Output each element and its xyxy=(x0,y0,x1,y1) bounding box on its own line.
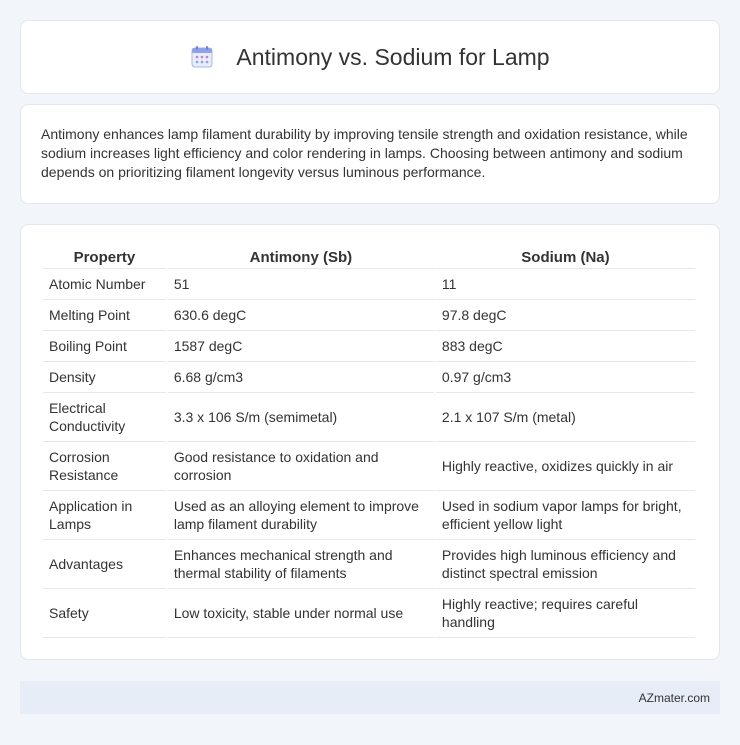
property-cell: Electrical Conductivity xyxy=(43,393,166,442)
sodium-cell: 97.8 degC xyxy=(436,300,695,331)
property-cell: Atomic Number xyxy=(43,269,166,300)
title-card xyxy=(20,20,720,94)
property-cell: Application in Lamps xyxy=(43,491,166,540)
comparison-table xyxy=(41,245,697,638)
table-row xyxy=(43,540,695,589)
table-row xyxy=(43,589,695,638)
table-row xyxy=(43,491,695,540)
calendar-icon xyxy=(190,45,214,69)
sodium-cell: 2.1 x 107 S/m (metal) xyxy=(436,393,695,442)
intro-card xyxy=(20,104,720,204)
header-antimony: Antimony (Sb) xyxy=(168,245,434,269)
antimony-cell: 1587 degC xyxy=(168,331,434,362)
table-row xyxy=(43,393,695,442)
sodium-cell: 11 xyxy=(436,269,695,300)
footer-bar xyxy=(20,681,720,714)
sodium-cell: Used in sodium vapor lamps for bright, efficient yellow light xyxy=(436,491,695,540)
table-row xyxy=(43,331,695,362)
property-cell: Advantages xyxy=(43,540,166,589)
table-row xyxy=(43,362,695,393)
antimony-cell: 51 xyxy=(168,269,434,300)
table-row xyxy=(43,300,695,331)
table-row xyxy=(43,442,695,491)
sodium-cell: 883 degC xyxy=(436,331,695,362)
header-property: Property xyxy=(43,245,166,269)
property-cell: Safety xyxy=(43,589,166,638)
sodium-cell: Provides high luminous efficiency and distinct spectral emission xyxy=(436,540,695,589)
intro-text: Antimony enhances lamp filament durability by improving tensile strength and oxidation resistance, while sodium increases light efficiency and color rendering in lamps. Choosing between antimony and sodium depends on prioritizing filament longevity versus luminous performance. xyxy=(41,126,688,180)
antimony-cell: 3.3 x 106 S/m (semimetal) xyxy=(168,393,434,442)
antimony-cell: 630.6 degC xyxy=(168,300,434,331)
property-cell: Melting Point xyxy=(43,300,166,331)
property-cell: Boiling Point xyxy=(43,331,166,362)
antimony-cell: 6.68 g/cm3 xyxy=(168,362,434,393)
table-row xyxy=(43,269,695,300)
antimony-cell: Good resistance to oxidation and corrosion xyxy=(168,442,434,491)
property-cell: Corrosion Resistance xyxy=(43,442,166,491)
antimony-cell: Enhances mechanical strength and thermal stability of filaments xyxy=(168,540,434,589)
sodium-cell: 0.97 g/cm3 xyxy=(436,362,695,393)
table-header-row xyxy=(43,245,695,269)
sodium-cell: Highly reactive; requires careful handling xyxy=(436,589,695,638)
property-cell: Density xyxy=(43,362,166,393)
antimony-cell: Low toxicity, stable under normal use xyxy=(168,589,434,638)
sodium-cell: Highly reactive, oxidizes quickly in air xyxy=(436,442,695,491)
header-sodium: Sodium (Na) xyxy=(436,245,695,269)
antimony-cell: Used as an alloying element to improve lamp filament durability xyxy=(168,491,434,540)
footer-brand: AZmater.com xyxy=(638,690,710,705)
comparison-table-card xyxy=(20,224,720,660)
page-title: Antimony vs. Sodium for Lamp xyxy=(236,43,550,70)
